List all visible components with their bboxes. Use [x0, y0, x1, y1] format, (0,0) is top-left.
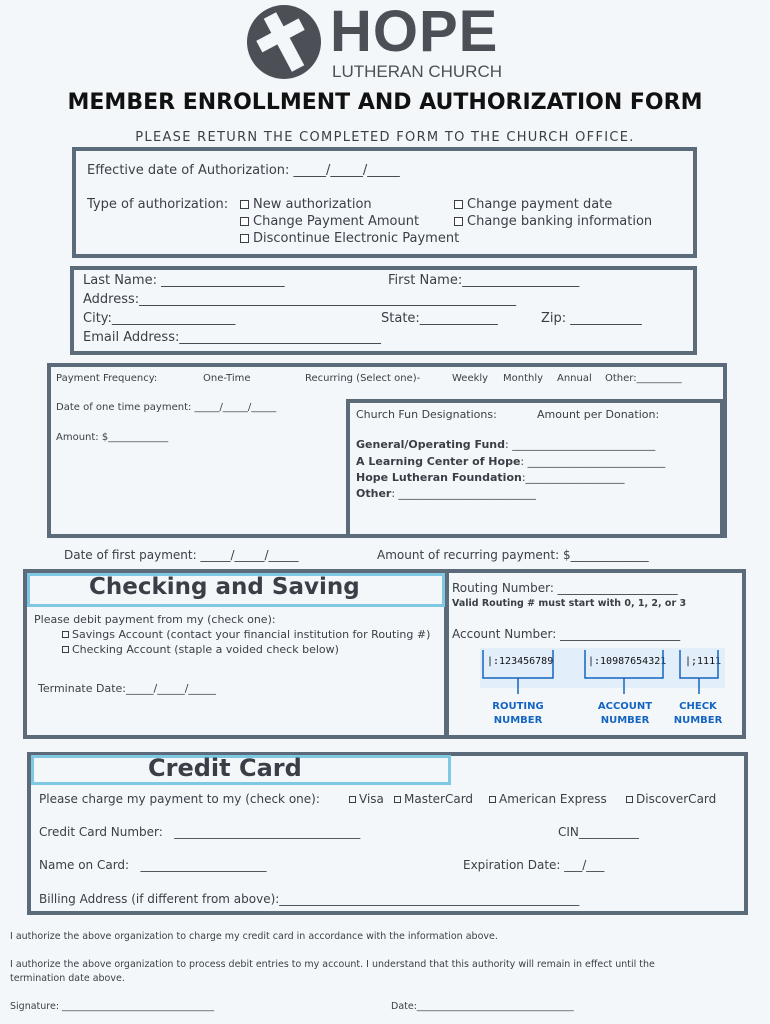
checkbox-icon[interactable] [240, 217, 249, 226]
last-name-field[interactable]: Last Name: ___________________ [83, 273, 285, 288]
fund-general[interactable]: General/Operating Fund: __________________________ [356, 438, 656, 451]
weekly-option[interactable]: Weekly [452, 373, 489, 384]
sample-check-number: |;1111 [685, 656, 722, 667]
form-instruction: PLEASE RETURN THE COMPLETED FORM TO THE CHURCH OFFICE. [135, 130, 635, 145]
checkbox-icon[interactable] [62, 631, 69, 638]
first-payment-date-field[interactable]: Date of first payment: _____/_____/_____ [64, 548, 299, 562]
debit-label: Please debit payment from my (check one): [34, 613, 276, 626]
charge-label: Please charge my payment to my (check one): [39, 792, 320, 806]
checking-option[interactable]: Checking Account (staple a voided check below) [62, 643, 339, 656]
recurring-label: Recurring (Select one)- [305, 373, 421, 384]
checkbox-icon[interactable] [240, 200, 249, 209]
debit-authorization-text-2: termination date above. [10, 973, 125, 984]
cross-logo-icon [246, 4, 322, 80]
checkbox-icon[interactable] [489, 796, 496, 803]
recurring-amount-field[interactable]: Amount of recurring payment: $_____________ [377, 548, 649, 562]
sample-routing-number: |:123456789 [487, 656, 554, 667]
discover-option[interactable]: DiscoverCard [626, 792, 716, 806]
new-authorization-option[interactable]: New authorization [240, 197, 372, 212]
mastercard-option[interactable]: MasterCard [394, 792, 473, 806]
savings-option[interactable]: Savings Account (contact your financial institution for Routing #) [62, 628, 430, 641]
form-title: MEMBER ENROLLMENT AND AUTHORIZATION FORM [67, 90, 703, 115]
credit-authorization-text: I authorize the above organization to charge my credit card in accordance with the information above. [10, 931, 498, 942]
monthly-option[interactable]: Monthly [503, 373, 544, 384]
amex-option[interactable]: American Express [489, 792, 607, 806]
name-on-card-field[interactable]: Name on Card: _____________________ [39, 858, 267, 872]
check-bracket-lines [480, 640, 725, 698]
date-field[interactable]: Date:_________________________________ [391, 1001, 574, 1012]
routing-note: Valid Routing # must start with 0, 1, 2, or 3 [452, 598, 687, 609]
cin-field[interactable]: CIN__________ [558, 825, 639, 839]
city-field[interactable]: City:___________________ [83, 311, 236, 326]
sample-account-number: |:10987654321 [588, 656, 667, 667]
visa-option[interactable]: Visa [349, 792, 384, 806]
fund-other[interactable]: Other: _________________________ [356, 487, 537, 500]
routing-number-field[interactable]: Routing Number: ____________________ [452, 581, 678, 595]
email-field[interactable]: Email Address:_______________________________ [83, 330, 381, 345]
payment-frequency-label: Payment Frequency: [56, 373, 158, 384]
change-banking-option[interactable]: Change banking information [454, 214, 652, 229]
debit-authorization-text-1: I authorize the above organization to process debit entries to my account. I understand that this authority will remain in effect until the [10, 959, 655, 970]
logo [246, 0, 516, 84]
one-time-date-field[interactable]: Date of one time payment: _____/_____/_____ [56, 402, 277, 413]
fund-foundation[interactable]: Hope Lutheran Foundation:__________________ [356, 471, 625, 484]
expiration-date-field[interactable]: Expiration Date: ___/___ [463, 858, 605, 872]
checkbox-icon[interactable] [240, 234, 249, 243]
address-field[interactable]: Address:__________________________________________________________ [83, 292, 517, 307]
designations-label: Church Fun Designations: [356, 408, 497, 421]
card-number-field[interactable]: Credit Card Number: _______________________________ [39, 825, 361, 839]
discontinue-option[interactable]: Discontinue Electronic Payment [240, 231, 459, 246]
routing-number-label: ROUTING NUMBER [492, 701, 544, 726]
checking-heading: Checking and Saving [89, 574, 360, 600]
amount-per-donation-label: Amount per Donation: [537, 408, 660, 421]
first-name-field[interactable]: First Name:__________________ [388, 273, 580, 288]
annual-option[interactable]: Annual [557, 373, 592, 384]
signature-field[interactable]: Signature: ________________________________ [10, 1001, 215, 1012]
billing-address-field[interactable]: Billing Address (if different from above):__________________________________________________ [39, 892, 580, 906]
account-number-field[interactable]: Account Number: ____________________ [452, 627, 681, 641]
checkbox-icon[interactable] [394, 796, 401, 803]
terminate-date-field[interactable]: Terminate Date:_____/_____/_____ [38, 682, 216, 695]
account-number-label: ACCOUNT NUMBER [597, 701, 653, 726]
one-time-option[interactable]: One-Time [203, 373, 251, 384]
change-amount-option[interactable]: Change Payment Amount [240, 214, 419, 229]
check-number-label: CHECK NUMBER [673, 701, 723, 726]
other-frequency-field[interactable]: Other:_________ [605, 373, 682, 384]
fund-learning-center[interactable]: A Learning Center of Hope: _________________________ [356, 455, 666, 468]
checkbox-icon[interactable] [349, 796, 356, 803]
credit-heading: Credit Card [148, 754, 302, 782]
checkbox-icon[interactable] [454, 200, 463, 209]
checkbox-icon[interactable] [62, 646, 69, 653]
amount-field[interactable]: Amount: $____________ [56, 432, 169, 443]
logo-subtitle: LUTHERAN CHURCH [332, 62, 503, 81]
logo-word: HOPE [330, 0, 499, 64]
checkbox-icon[interactable] [454, 217, 463, 226]
zip-field[interactable]: Zip: ___________ [541, 311, 642, 326]
state-field[interactable]: State:____________ [381, 311, 498, 326]
effective-date-field[interactable]: Effective date of Authorization: _____/_____/_____ [87, 163, 400, 178]
change-date-option[interactable]: Change payment date [454, 197, 612, 212]
checkbox-icon[interactable] [626, 796, 633, 803]
authorization-type-label: Type of authorization: [87, 197, 229, 212]
